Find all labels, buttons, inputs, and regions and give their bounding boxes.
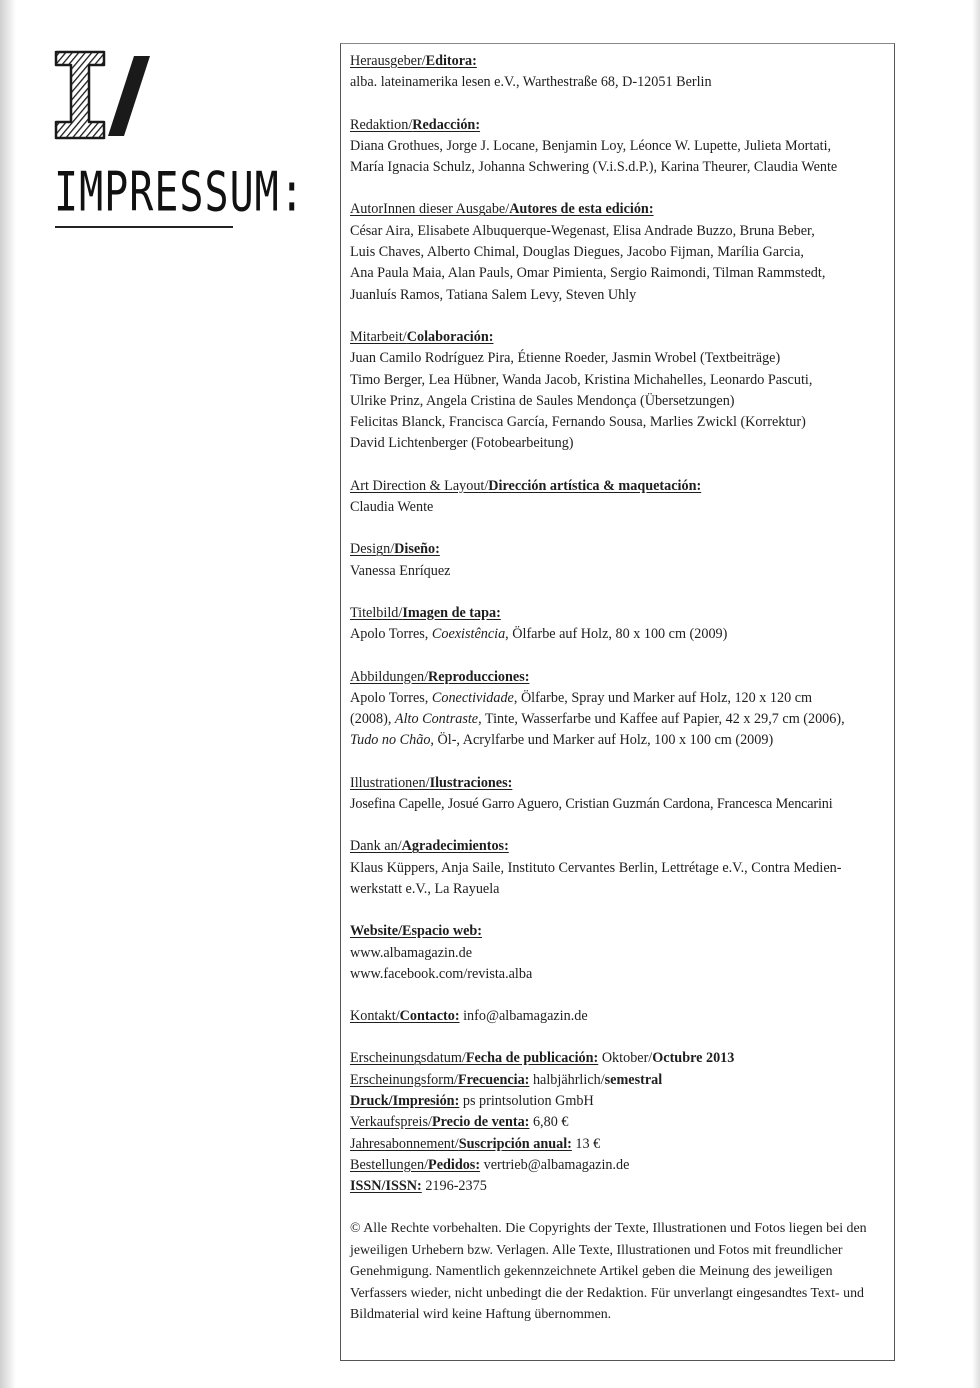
section-authors bbox=[350, 199, 895, 305]
copyright-notice: © Alle Rechte vorbehalten. Die Copyrights der Texte, Illustrationen und Fotos liegen bei den jeweiligen Urhebern bzw. Verlagen. Alle Texte, Illustrationen und Fotos mit freundlicher Genehmigung. Namentlich gekennzeichnete Artikel geben die Meinung des jeweiligen Verfassers wieder, nicht unbedingt die der Redaktion. Für unverlangt eingesandtes Text- und Bildmaterial wird keine Haftung übernommen. bbox=[350, 1221, 867, 1323]
section-line: Ulrike Prinz, Angela Cristina de Saules Mendonça (Übersetzungen) bbox=[350, 392, 735, 409]
section-line: werkstatt e.V., La Rayuela bbox=[350, 880, 500, 897]
section-label: Website/Espacio web: bbox=[350, 923, 483, 940]
fact-row bbox=[350, 1155, 895, 1176]
page-edge-shadow bbox=[0, 0, 16, 1388]
page-title: IMPRESSUM: bbox=[54, 161, 305, 224]
section-label: Art Direction & Layout/Dirección artística & maquetación: bbox=[350, 477, 702, 494]
section-label: Illustrationen/Ilustraciones: bbox=[350, 774, 513, 791]
section-reproductions bbox=[350, 667, 895, 752]
contact-email-link[interactable]: info@albamagazin.de bbox=[463, 1008, 588, 1025]
section-label: Dank an/Agradecimientos: bbox=[350, 838, 509, 855]
section-art-direction bbox=[350, 476, 895, 519]
section-label: Kontakt/Contacto: bbox=[350, 1008, 460, 1025]
website-link[interactable]: www.albamagazin.de bbox=[350, 944, 472, 961]
facebook-link[interactable]: www.facebook.com/revista.alba bbox=[350, 965, 533, 982]
title-underline bbox=[55, 226, 233, 228]
contact-line bbox=[350, 1006, 895, 1027]
fact-label: Bestellungen/Pedidos: bbox=[350, 1156, 481, 1173]
section-line: Diana Grothues, Jorge J. Locane, Benjamin Loy, Léonce W. Lupette, Julieta Mortati, bbox=[350, 137, 832, 154]
section-line: Ana Paula Maia, Alan Pauls, Omar Pimienta, Sergio Raimondi, Tilman Rammstedt, bbox=[350, 265, 826, 282]
section-line: Klaus Küppers, Anja Saile, Instituto Cervantes Berlin, Lettrétage e.V., Contra Medien- bbox=[350, 859, 842, 876]
section-website bbox=[350, 921, 895, 985]
section-line: Vanessa Enríquez bbox=[350, 562, 451, 579]
impressum-content bbox=[350, 51, 895, 1326]
fact-label: Verkaufspreis/Precio de venta: bbox=[350, 1114, 530, 1131]
fact-label: Jahresabonnement/Suscripción anual: bbox=[350, 1135, 572, 1152]
fact-label: Erscheinungsform/Frecuencia: bbox=[350, 1071, 530, 1088]
section-label: Design/Diseño: bbox=[350, 541, 440, 558]
section-line: David Lichtenberger (Fotobearbeitung) bbox=[350, 435, 574, 452]
section-contact bbox=[350, 1006, 895, 1027]
section-line: César Aira, Elisabete Albuquerque-Wegenast, Elisa Andrade Buzzo, Bruna Beber, bbox=[350, 222, 815, 239]
section-label: Mitarbeit/Colaboración: bbox=[350, 328, 494, 345]
section-label: Redaktion/Redacción: bbox=[350, 116, 481, 133]
section-cover-image bbox=[350, 603, 895, 646]
fact-row: Erscheinungsform/Frecuencia: halbjährlich/semestral bbox=[350, 1071, 663, 1088]
section-line: Tudo no Chão, Öl-, Acrylfarbe und Marker auf Holz, 100 x 100 cm (2009) bbox=[350, 732, 774, 749]
fact-row: Verkaufspreis/Precio de venta: 6,80 € bbox=[350, 1114, 569, 1131]
section-editors bbox=[350, 115, 895, 179]
section-publisher bbox=[350, 51, 895, 94]
section-line: Felicitas Blanck, Francisca García, Fernando Sousa, Marlies Zwickl (Korrektur) bbox=[350, 414, 806, 431]
fact-row: ISSN/ISSN: 2196-2375 bbox=[350, 1178, 487, 1195]
section-line: alba. lateinamerika lesen e.V., Warthestraße 68, D-12051 Berlin bbox=[350, 74, 712, 91]
fact-label: Druck/Impresión: bbox=[350, 1092, 460, 1109]
section-label: Herausgeber/Editora: bbox=[350, 53, 477, 69]
section-line: Apolo Torres, Coexistência, Ölfarbe auf Holz, 80 x 100 cm (2009) bbox=[350, 626, 728, 643]
section-illustrations bbox=[350, 773, 895, 816]
section-line: Juanluís Ramos, Tatiana Salem Levy, Steven Uhly bbox=[350, 286, 637, 303]
section-line: (2008), Alto Contraste, Tinte, Wasserfarbe und Kaffee auf Papier, 42 x 29,7 cm (2006), bbox=[350, 711, 845, 728]
section-line: Luis Chaves, Alberto Chimal, Douglas Diegues, Jacobo Fijman, Marília Garcia, bbox=[350, 244, 804, 261]
section-label: AutorInnen dieser Ausgabe/Autores de esta edición: bbox=[350, 201, 654, 218]
fact-label: ISSN/ISSN: bbox=[350, 1178, 422, 1195]
page-edge-shadow-right bbox=[972, 0, 980, 1388]
section-line: Claudia Wente bbox=[350, 499, 434, 516]
section-label: Titelbild/Imagen de tapa: bbox=[350, 604, 501, 621]
fact-label: Erscheinungsdatum/Fecha de publicación: bbox=[350, 1050, 599, 1067]
section-line: Josefina Capelle, Josué Garro Aguero, Cristian Guzmán Cardona, Francesca Mencarini bbox=[350, 796, 833, 813]
roman-numeral-one-slash-logo bbox=[54, 50, 154, 142]
publication-facts bbox=[350, 1048, 895, 1197]
section-label: Abbildungen/Reproducciones: bbox=[350, 668, 530, 685]
section-line: Juan Camilo Rodríguez Pira, Étienne Roeder, Jasmin Wrobel (Textbeiträge) bbox=[350, 350, 781, 367]
fact-row: Druck/Impresión: ps printsolution GmbH bbox=[350, 1092, 594, 1109]
orders-email-link[interactable]: vertrieb@albamagazin.de bbox=[483, 1156, 630, 1173]
fact-row: Erscheinungsdatum/Fecha de publicación: Oktober/Octubre 2013 bbox=[350, 1050, 735, 1067]
section-collaboration bbox=[350, 327, 895, 455]
section-design bbox=[350, 539, 895, 582]
section-line: Apolo Torres, Conectividade, Ölfarbe, Spray und Marker auf Holz, 120 x 120 cm bbox=[350, 689, 813, 706]
section-thanks bbox=[350, 836, 895, 900]
fact-row: Jahresabonnement/Suscripción anual: 13 € bbox=[350, 1135, 601, 1152]
section-line: Timo Berger, Lea Hübner, Wanda Jacob, Kristina Michahelles, Leonardo Pascuti, bbox=[350, 371, 813, 388]
section-line: María Ignacia Schulz, Johanna Schwering (V.i.S.d.P.), Karina Theurer, Claudia Wente bbox=[350, 159, 838, 176]
